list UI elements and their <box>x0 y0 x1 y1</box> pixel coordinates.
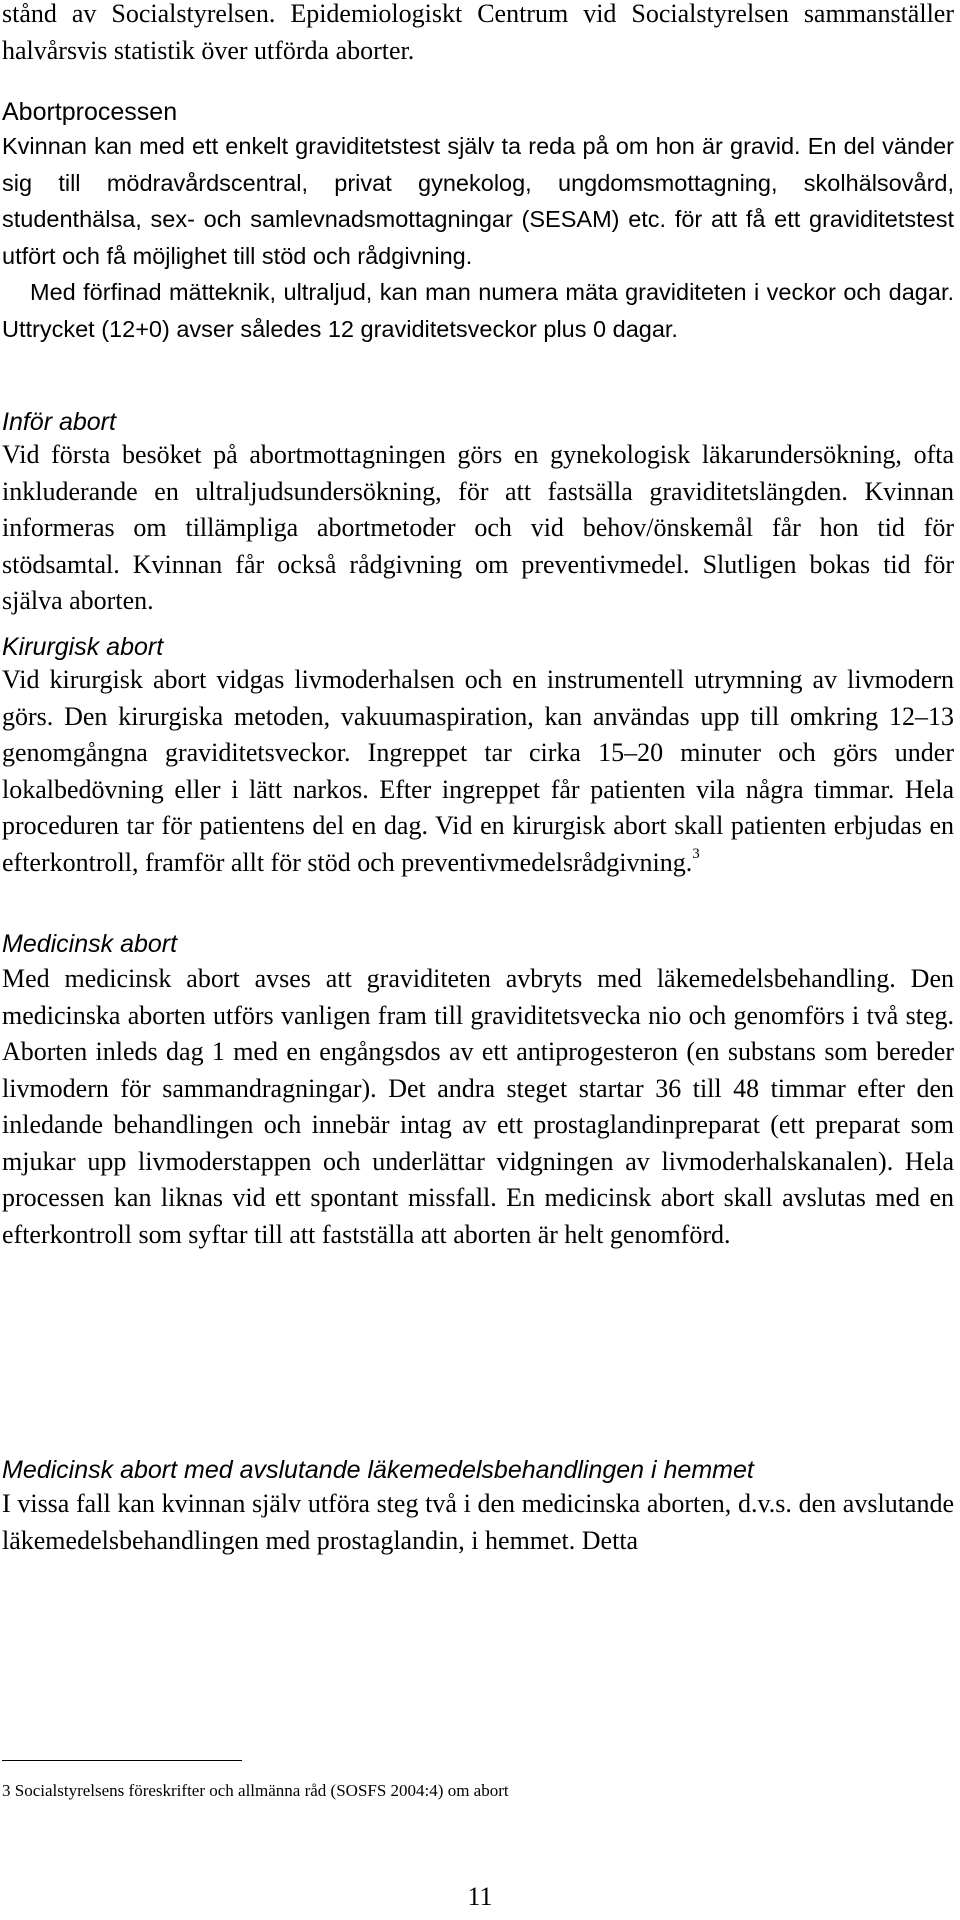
abortprocessen-body <box>2 128 954 347</box>
medicinsk-abort-hemmet-paragraph: I vissa fall kan kvinnan själv utföra steg två i den medicinska aborten, d.v.s. den avslutande läkemedelsbehandlingen med prostaglandin, i hemmet. Detta <box>2 1489 954 1555</box>
infor-abort-paragraph: Vid första besöket på abortmottagningen görs en gynekologisk läkarundersökning, ofta inkluderande en ultraljudsundersökning, för att fastsälla graviditetslängden. Kvinnan informeras om tillämpliga abortmetoder och vid behov/önskemål får hon tid för stödsamtal. Kvinnan får också rådgivning om preventivmedel. Slutligen bokas tid för själva aborten. <box>2 440 954 615</box>
footnote-text: 3 Socialstyrelsens föreskrifter och allmänna råd (SOSFS 2004:4) om abort <box>2 1781 509 1800</box>
heading-kirurgisk-abort: Kirurgisk abort <box>2 633 164 661</box>
kirurgisk-abort-text: Vid kirurgisk abort vidgas livmoderhalsen och en instrumentell utrymning av livmodern görs. Den kirurgiska metoden, vakuumaspiration, kan användas upp till omkring 12–13 genomgångna graviditetsveckor. Ingreppet tar cirka 15–20 minuter och görs under lokalbedövning eller i lätt narkos. Efter ingreppet får patienten vila några timmar. Hela proceduren tar för patientens del en dag. Vid en kirurgisk abort skall patienten erbjudas en efterkontroll, framför allt för stöd och preventivmedelsrådgivning. <box>2 665 954 877</box>
heading-abortprocessen: Abortprocessen <box>2 98 178 126</box>
footnote-reference: 3 <box>692 845 700 862</box>
kirurgisk-abort-paragraph <box>2 662 954 881</box>
footnote-divider <box>2 1760 242 1761</box>
medicinsk-abort-paragraph: Med medicinsk abort avses att graviditeten avbryts med läkemedelsbehandling. Den medicinska aborten utförs vanligen fram till graviditetsvecka nio och genomförs i två steg. Aborten inleds dag 1 med en engångsdos av ett antiprogesteron (en substans som bereder livmodern för sammandragningar). Det andra steget startar 36 till 48 timmar efter den inledande behandlingen och innebär intag av ett prostaglandinpreparat (ett preparat som mjukar upp livmoderstappen och underlättar vidgningen av livmoderhalskanalen). Hela processen kan liknas vid ett spontant missfall. En medicinsk abort skall avslutas med en efterkontroll som syftar till att fastställa att aborten är helt genomförd. <box>2 964 954 1249</box>
heading-medicinsk-abort-hemmet: Medicinsk abort med avslutande läkemedelsbehandlingen i hemmet <box>2 1456 754 1484</box>
abortprocessen-paragraph-1: Kvinnan kan med ett enkelt graviditetstest själv ta reda på om hon är gravid. En del vänder sig till mödravårdscentral, privat gynekolog, ungdomsmottagning, skolhälsovård, studenthälsa, sex- och samlevnadsmottagningar (SESAM) etc. för att få ett graviditetstest utfört och få möjlighet till stöd och rådgivning. <box>2 133 954 269</box>
heading-infor-abort: Inför abort <box>2 408 116 436</box>
intro-paragraph: stånd av Socialstyrelsen. Epidemiologiskt Centrum vid Socialstyrelsen sammanställer halvårsvis statistik över utförda aborter. <box>2 0 954 65</box>
heading-medicinsk-abort: Medicinsk abort <box>2 930 178 958</box>
abortprocessen-paragraph-2: Med förfinad mätteknik, ultraljud, kan man numera mäta graviditeten i veckor och dagar. Uttrycket (12+0) avser således 12 graviditetsveckor plus 0 dagar. <box>2 279 954 342</box>
page-number: 11 <box>467 1882 493 1911</box>
